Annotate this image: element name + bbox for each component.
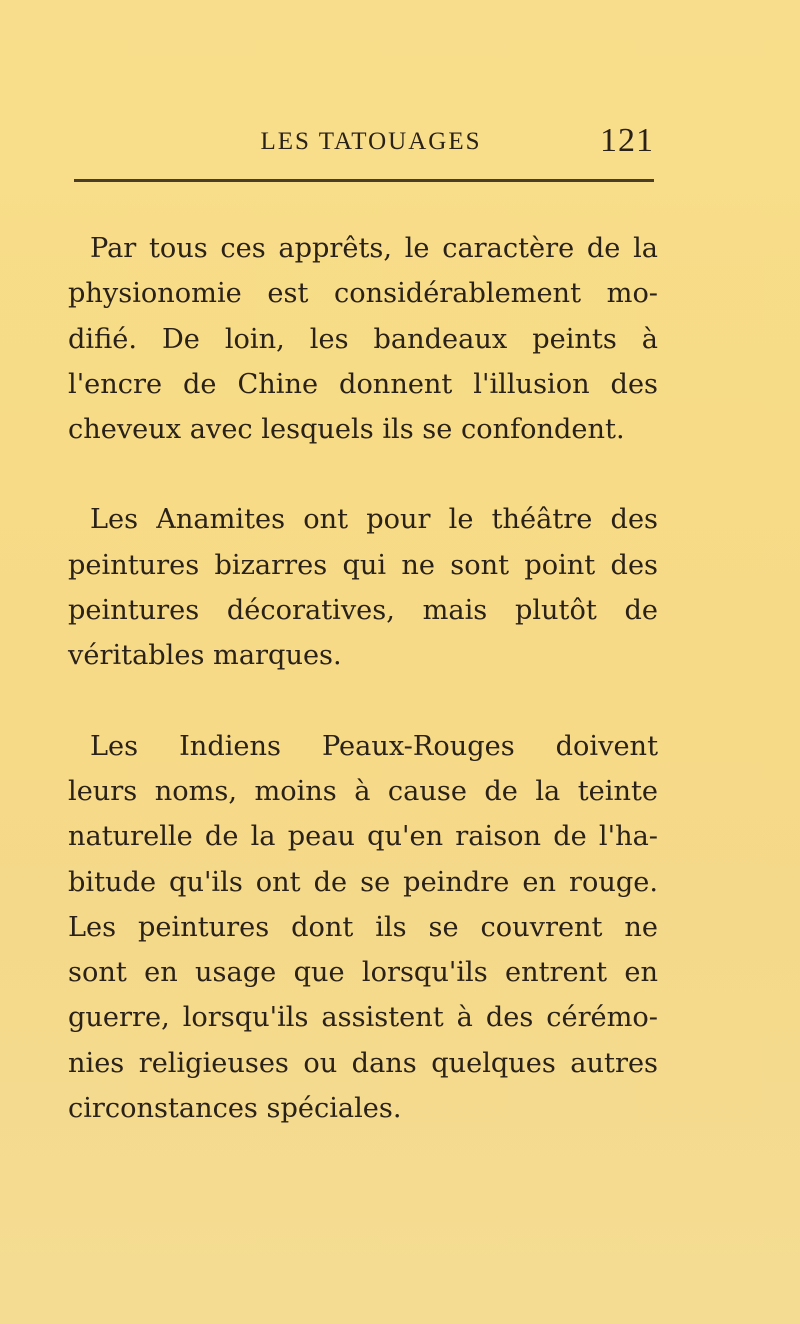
- text-line: peintures décoratives, mais plutôt de: [68, 595, 658, 627]
- page-number: 121: [600, 122, 654, 159]
- paragraph-gap: [68, 679, 658, 724]
- text-line: naturelle de la peau qu'en raison de l'ha-: [68, 821, 658, 853]
- text-line: véritables marques.: [68, 640, 342, 672]
- running-title: LES TATOUAGES: [260, 128, 482, 155]
- text-line: sont en usage que lorsqu'ils entrent en: [68, 957, 658, 989]
- text-line: guerre, lorsqu'ils assistent à des cérémo-: [68, 1002, 658, 1034]
- paragraph-1: [68, 226, 658, 452]
- paragraph-3: [68, 724, 658, 1132]
- paragraph-2: [68, 497, 658, 678]
- text-line: physionomie est considérablement mo-: [68, 278, 658, 310]
- text-line: l'encre de Chine donnent l'illusion des: [68, 368, 658, 400]
- text-line: bitude qu'ils ont de se peindre en rouge.: [68, 866, 658, 898]
- text-line: nies religieuses ou dans quelques autres: [68, 1047, 658, 1079]
- text-line: Les Anamites ont pour le théâtre des: [90, 504, 658, 536]
- paragraph-gap: [68, 452, 658, 497]
- text-line: Les peintures dont ils se couvrent ne: [68, 911, 658, 943]
- text-line: peintures bizarres qui ne sont point des: [68, 549, 658, 581]
- text-line: circonstances spéciales.: [68, 1093, 402, 1125]
- body-text: [68, 226, 658, 1131]
- text-line: cheveux avec lesquels ils se confondent.: [68, 414, 625, 446]
- running-head: [68, 118, 654, 158]
- text-line: Par tous ces apprêts, le caractère de la: [90, 233, 658, 264]
- text-line: leurs noms, moins à cause de la teinte: [68, 775, 658, 807]
- text-line: difié. De loin, les bandeaux peints à: [68, 323, 658, 355]
- text-line: Les Indiens Peaux-Rouges doivent: [90, 730, 658, 762]
- header-rule: [74, 179, 654, 182]
